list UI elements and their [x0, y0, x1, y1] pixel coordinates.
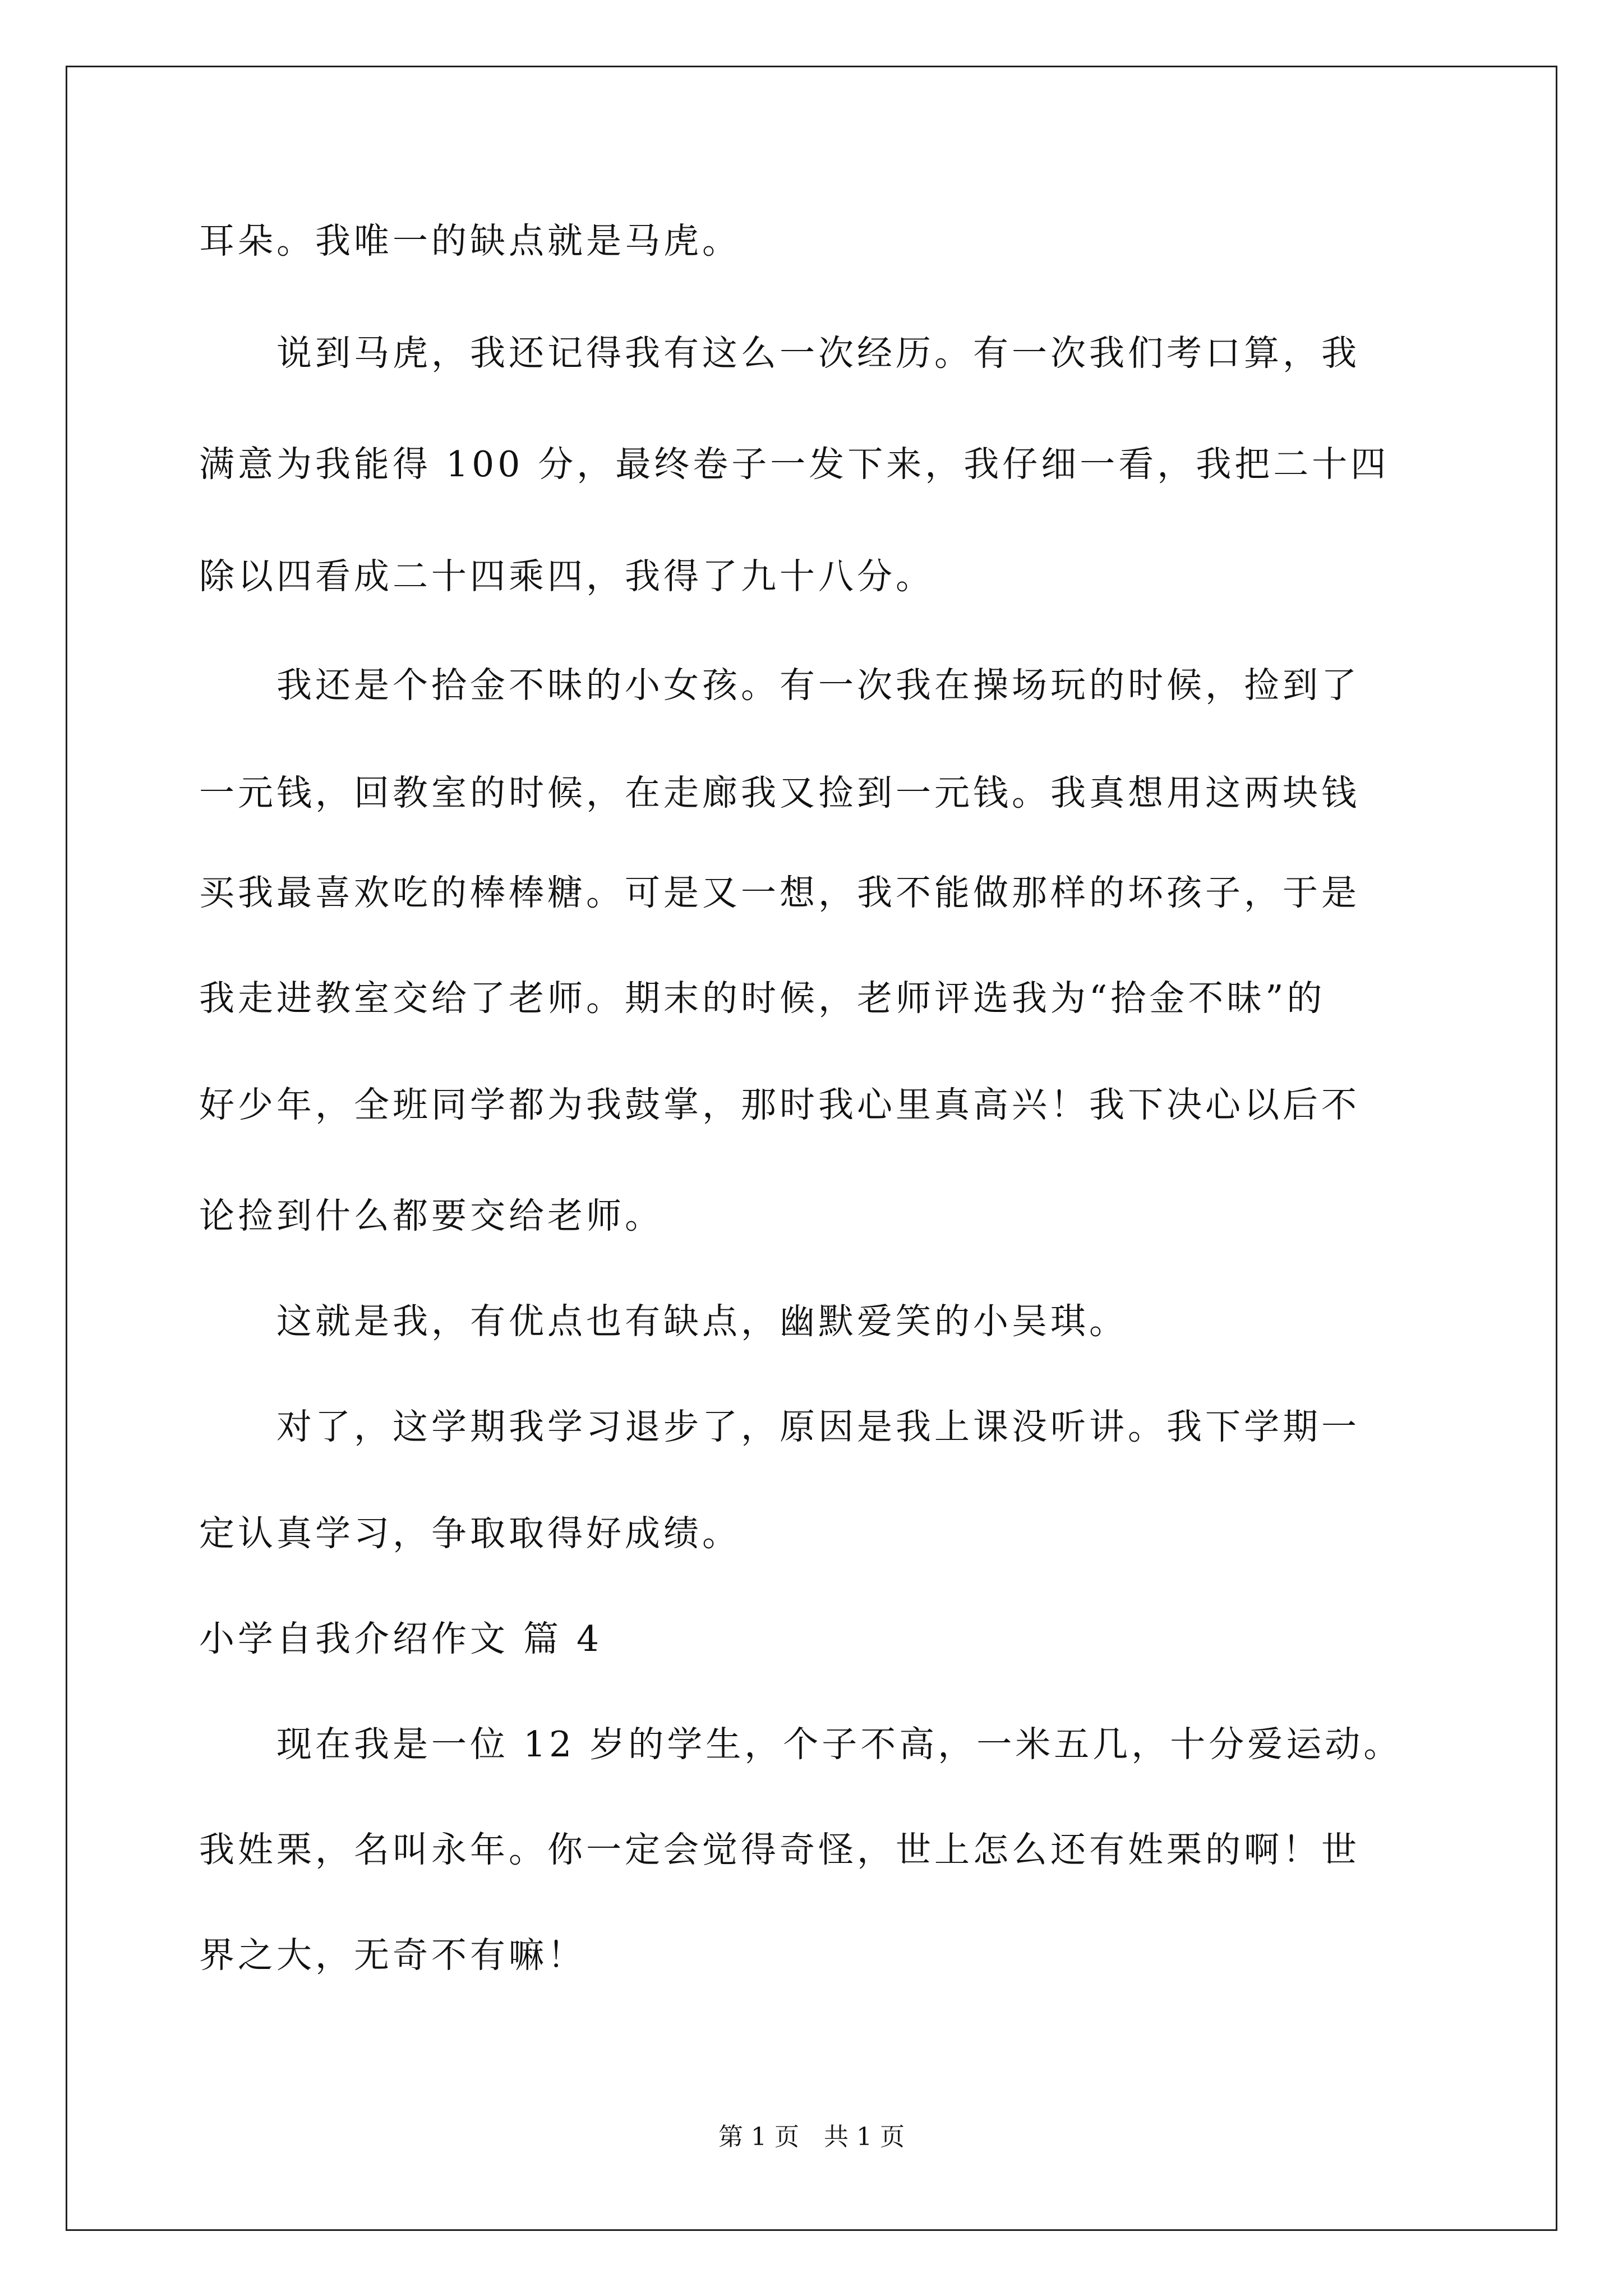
text-line: 现在我是一位 12 岁的学生，个子不高，一米五几，十分爱运动。: [199, 1724, 1403, 1765]
text-line: 这就是我，有优点也有缺点，幽默爱笑的小吴琪。: [199, 1301, 1128, 1342]
page-frame: [66, 66, 1557, 2231]
text-line: 满意为我能得 100 分，最终卷子一发下来，我仔细一看，我把二十四: [199, 444, 1390, 485]
text-line: 说到马虎，我还记得我有这么一次经历。有一次我们考口算，我: [199, 333, 1360, 374]
text-line: 论捡到什么都要交给老师。: [199, 1195, 663, 1236]
section-heading: 小学自我介绍作文 篇 4: [199, 1618, 603, 1659]
text-line: 买我最喜欢吃的棒棒糖。可是又一想，我不能做那样的坏孩子，于是: [199, 872, 1360, 913]
text-line: 耳朵。我唯一的缺点就是马虎。: [199, 220, 741, 261]
text-line: 对了，这学期我学习退步了，原因是我上课没听讲。我下学期一: [199, 1406, 1360, 1447]
text-line: 除以四看成二十四乘四，我得了九十八分。: [199, 556, 934, 597]
text-line: 我还是个拾金不昧的小女孩。有一次我在操场玩的时候，捡到了: [199, 665, 1360, 706]
text-line: 我姓栗，名叫永年。你一定会觉得奇怪，世上怎么还有姓栗的啊！世: [199, 1829, 1360, 1870]
text-line: 界之大，无奇不有嘛！: [199, 1935, 586, 1976]
text-line: 我走进教室交给了老师。期末的时候，老师评选我为“拾金不昧”的: [199, 978, 1326, 1019]
text-line: 一元钱，回教室的时候，在走廊我又捡到一元钱。我真想用这两块钱: [199, 772, 1360, 813]
text-line: 定认真学习，争取取得好成绩。: [199, 1513, 741, 1554]
page-footer: 第 1 页 共 1 页: [718, 2123, 905, 2151]
text-line: 好少年，全班同学都为我鼓掌，那时我心里真高兴！我下决心以后不: [199, 1084, 1360, 1125]
